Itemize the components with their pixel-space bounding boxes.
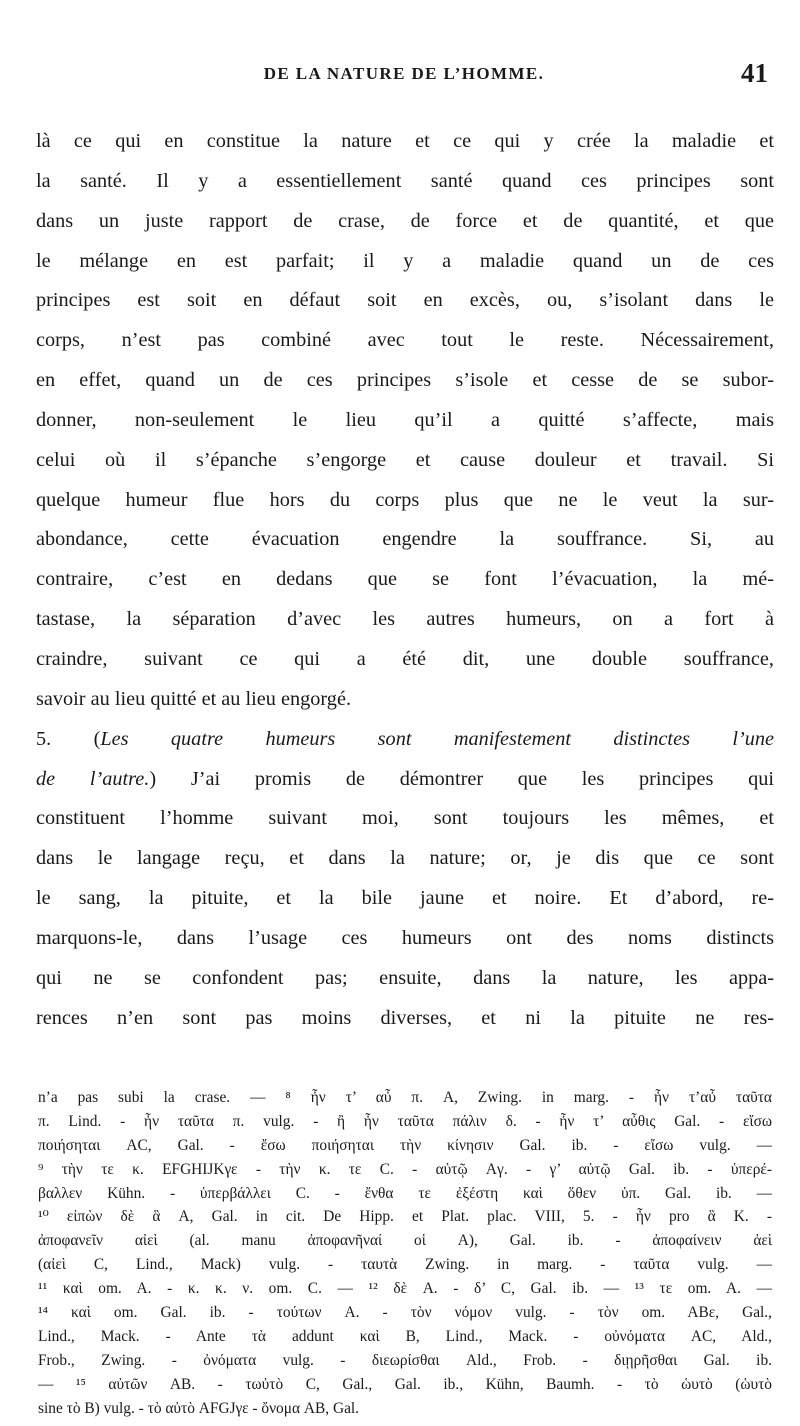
footnote-line: ¹¹ καὶ om. A. - κ. κ. ν. om. C. — ¹² δὲ A. - δ’ C, Gal. ib. — ¹³ τε om. A. —: [38, 1280, 772, 1298]
text-line: donner, non-seulement le lieu qu’il a quitté s’affecte, mais: [36, 408, 774, 431]
footnote-line: π. Lind. - ἦν ταῦτα π. vulg. - ἢ ἦν ταῦτα πάλιν δ. - ἦν τ’ αὖθις Gal. - εἴσω: [38, 1112, 772, 1130]
section-heading-line-2: [36, 760, 774, 800]
text-line: abondance, cette évacuation engendre la souffrance. Si, au: [36, 528, 774, 551]
text-line: le sang, la pituite, et la bile jaune et noire. Et d’abord, re-: [36, 887, 774, 910]
text-line: tastase, la séparation d’avec les autres humeurs, on a fort à: [36, 608, 774, 631]
footnote-line: Frob., Zwing. - ὀνόματα vulg. - διεωρίσθαι Ald., Frob. - διῃρῆσθαι Gal. ib.: [38, 1351, 772, 1369]
footnote-line: (αἰεὶ C, Lind., Mack) vulg. - ταυτὰ Zwing. in marg. - ταῦτα vulg. —: [38, 1256, 772, 1274]
section-number: 5.: [36, 727, 52, 750]
footnotes: [38, 1086, 772, 1420]
footnote-line: ¹⁴ καὶ om. Gal. ib. - τούτων A. - τὸν νόμον vulg. - τὸν om. ABε, Gal.,: [38, 1304, 772, 1322]
text-line: celui où il s’épanche s’engorge et cause douleur et travail. Si: [36, 448, 774, 471]
text-line: là ce qui en constitue la nature et ce qui y crée la maladie et: [36, 130, 774, 152]
text-line: constituent l’homme suivant moi, sont toujours les mêmes, et: [36, 807, 774, 830]
main-text: [36, 122, 774, 1038]
footnote-line: ¹⁰ εἰπὼν δὲ ἃ A, Gal. in cit. De Hipp. et Plat. plac. VIII, 5. - ἦν pro ἃ K. -: [38, 1208, 772, 1226]
text-line: marquons-le, dans l’usage ces humeurs ont des noms distincts: [36, 926, 774, 949]
footnote-line: n’a pas subi la crase. — ⁸ ἦν τ’ αὖ π. A, Zwing. in marg. - ἦν τ’αὖ ταῦτα: [38, 1089, 772, 1106]
text-line: quelque humeur flue hors du corps plus que ne le veut la sur-: [36, 488, 774, 511]
section-text: J’ai promis de démontrer que les principes qui: [156, 767, 774, 790]
text-line: rences n’en sont pas moins diverses, et ni la pituite ne res-: [36, 1006, 774, 1029]
footnote-line: ποιήσηται AC, Gal. - ἔσω ποιήσηται τὴν κίνησιν Gal. ib. - εἴσω vulg. —: [38, 1136, 772, 1154]
footnote-line: βαλλεν Kühn. - ὑπερβάλλει C. - ἔνθα τε ἐξέστη καὶ ὅθεν ὑπ. Gal. ib. —: [38, 1184, 772, 1202]
text-line: corps, n’est pas combiné avec tout le reste. Nécessairement,: [36, 329, 774, 352]
footnote-line: sine τὸ B) vulg. - τὸ αὐτὸ AFGJγε - ὄνομα AB, Gal.: [38, 1399, 360, 1417]
section-title-cont: de l’autre.: [36, 767, 150, 790]
section-title-open: (: [93, 727, 101, 750]
text-line: principes est soit en défaut soit en excès, ou, s’isolant dans le: [36, 289, 774, 312]
running-head: DE LA NATURE DE L’HOMME.: [263, 64, 545, 83]
section-title-close: ): [149, 767, 157, 790]
text-line: dans le langage reçu, et dans la nature; or, je dis que ce sont: [36, 847, 774, 870]
page-number: 41: [741, 58, 768, 88]
text-line: craindre, suivant ce qui a été dit, une double souffrance,: [36, 647, 774, 670]
footnote-line: Lind., Mack. - Ante τὰ addunt καὶ B, Lind., Mack. - οὐνόματα AC, Ald.,: [38, 1327, 772, 1345]
text-line: le mélange en est parfait; il y a maladie quand un de ces: [36, 249, 774, 272]
text-line: dans un juste rapport de crase, de force et de quantité, et que: [36, 209, 774, 232]
footnote-line: ⁹ τὴν τε κ. EFGHIJKγε - τὴν κ. τε C. - αὐτῷ Aγ. - γ’ αὐτῷ Gal. ib. - ὑπερέ-: [38, 1160, 772, 1178]
footnote-line: ἀποφανεῖν αἰεὶ (al. manu ἀποφανῆναί οἱ A), Gal. ib. - ἀποφαίνειν ἀεὶ: [38, 1232, 772, 1250]
footnote-line: — ¹⁵ αὐτῶν AB. - τωὐτὸ C, Gal., Gal. ib., Kühn, Baumh. - τὸ ὡυτὸ (ὡυτὸ: [38, 1375, 772, 1393]
text-line: la santé. Il y a essentiellement santé quand ces principes sont: [36, 169, 774, 192]
text-line: contraire, c’est en dedans que se font l’évacuation, la mé-: [36, 568, 774, 591]
section-title: Les quatre humeurs sont manifestement distinctes l’une: [100, 727, 774, 750]
page-header: [40, 58, 768, 98]
text-line: en effet, quand un de ces principes s’isole et cesse de se subor-: [36, 369, 774, 392]
text-line: qui ne se confondent pas; ensuite, dans la nature, les appa-: [36, 966, 774, 989]
text-line: savoir au lieu quitté et au lieu engorgé.: [36, 687, 352, 710]
section-heading-line: [36, 720, 774, 760]
